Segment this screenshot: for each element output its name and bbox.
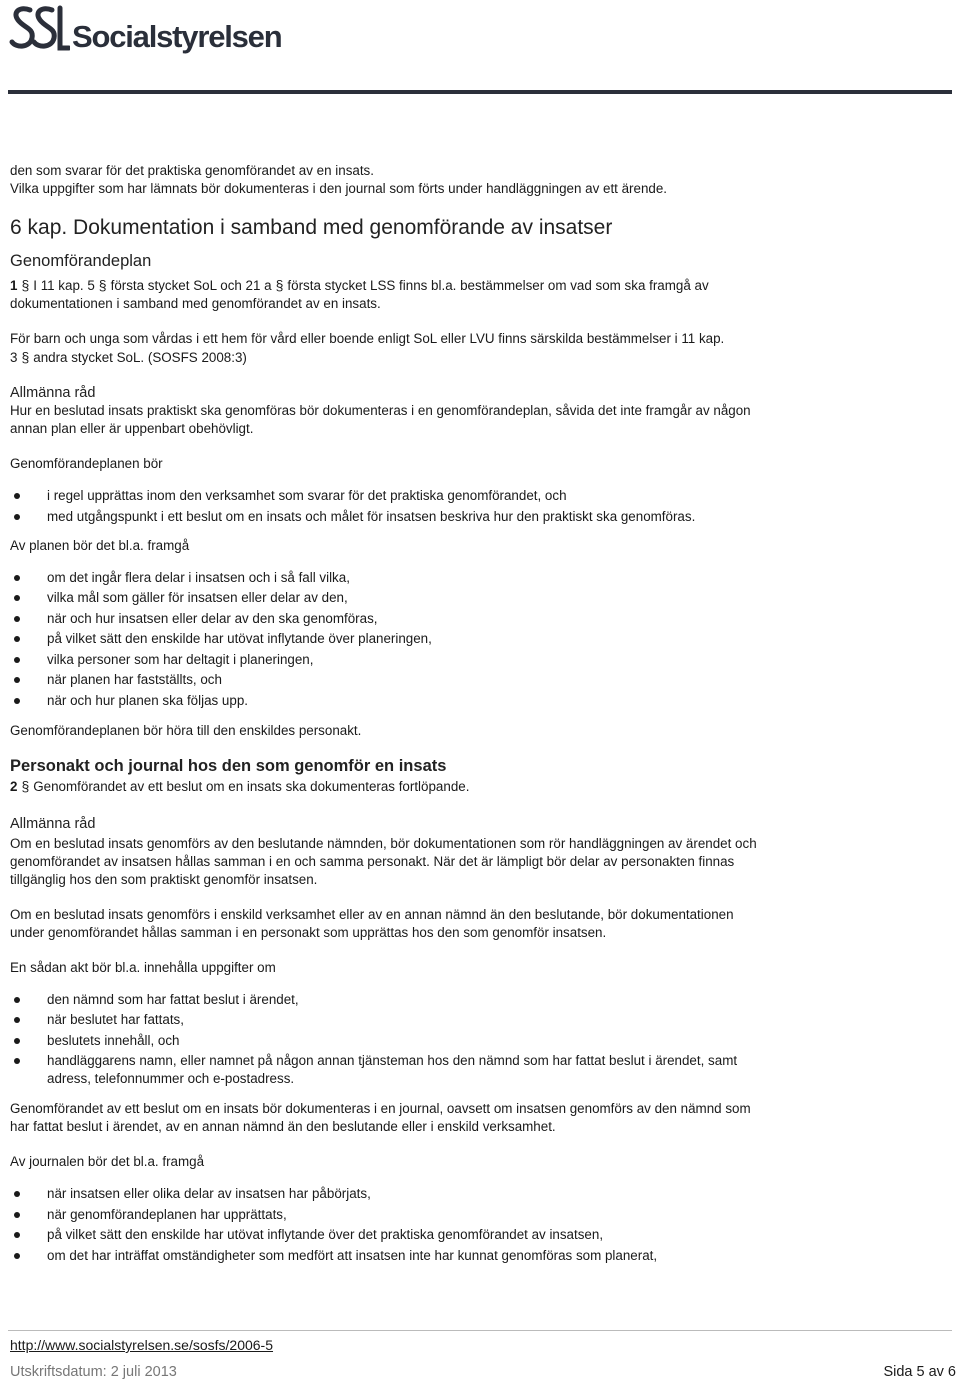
list-intro: En sådan akt bör bl.a. innehålla uppgifter om (10, 959, 276, 975)
header-divider (8, 90, 952, 94)
section-sign-icon: § (21, 349, 30, 365)
list-item: vilka personer som har deltagit i planeringen, (47, 651, 770, 669)
paragraph-text: första stycket LSS finns bl.a. bestämmelser om vad som ska framgå av dokumentationen i samband med genomförandet av en insats. (10, 278, 709, 311)
list-item: när och hur insatsen eller delar av den ska genomföras, (47, 610, 770, 628)
paragraph-2-1 (10, 777, 770, 796)
list-intro: Genomförandeplanen bör (10, 456, 163, 471)
advice-text: Hur en beslutad insats praktiskt ska genomföras bör dokumenteras i en genomförandeplan, såvida det inte framgår av någon annan plan eller är uppenbart obehövligt. (10, 403, 751, 436)
intro-line: Vilka uppgifter som har lämnats bör dokumenteras i den journal som förts under handläggningen av ett ärende. (10, 181, 668, 196)
paragraph-text: Genomförandet av ett beslut om en insats bör dokumenteras i en journal, oavsett om insatsen genomförs av den nämnd som har fattat beslut i ärendet, av en annan nämnd än den beslutande eller i enskild verksamhet. (10, 1101, 751, 1134)
list-item: på vilket sätt den enskilde har utövat inflytande över planeringen, (47, 630, 770, 648)
chapter-title: 6 kap. Dokumentation i samband med genomförande av insatser (10, 216, 613, 239)
list-item: den nämnd som har fattat beslut i ärendet, (47, 991, 770, 1009)
closing-text: Genomförandeplanen bör höra till den enskildes personakt. (10, 722, 362, 738)
paragraph-text: Genomförandet av ett beslut om en insats ska dokumenteras fortlöpande. (33, 778, 470, 794)
paragraph-number: 1 (10, 278, 18, 293)
list-item: när genomförandeplanen har upprättats, (47, 1206, 770, 1224)
logo-mark-icon (8, 2, 70, 54)
section-sign-icon: § (275, 277, 284, 293)
section-sign-icon: § (98, 277, 107, 293)
list-item: i regel upprättas inom den verksamhet som svarar för det praktiska genomförandet, och (47, 487, 770, 505)
list-item: vilka mål som gäller för insatsen eller delar av den, (47, 589, 770, 607)
list-item: beslutets innehåll, och (47, 1032, 770, 1050)
list-item: när insatsen eller olika delar av insatsen har påbörjats, (47, 1185, 770, 1203)
advice-text: Om en beslutad insats genomförs i enskild verksamhet eller av en annan nämnd än den beslutande, bör dokumentationen under genomförandet hållas samman i en personakt som upprättas hos den som genomför insatsen. (10, 906, 734, 940)
section-sign-icon: § (21, 777, 30, 794)
list-intro: Av journalen bör det bl.a. framgå (10, 1154, 205, 1169)
paragraph-text: andra stycket SoL. (SOSFS 2008:3) (33, 350, 247, 365)
list-item: om det ingår flera delar i insatsen och i så fall vilka, (47, 569, 770, 587)
intro-line: den som svarar för det praktiska genomförandet av en insats. (10, 163, 374, 178)
paragraph-1 (10, 276, 770, 313)
list-intro: Av planen bör det bl.a. framgå (10, 537, 190, 553)
list-item: om det har inträffat omständigheter som medfört att insatsen inte har kunnat genomföras som planerat, (47, 1247, 770, 1265)
bullet-list (10, 569, 770, 710)
list-item: med utgångspunkt i ett beslut om en insats och målet för insatsen beskriva hur den praktiskt ska genomföras. (47, 508, 770, 526)
list-item: när och hur planen ska följas upp. (47, 692, 770, 710)
advice-text: Om en beslutad insats genomförs av den beslutande nämnden, bör dokumentationen som rör handläggningen av ärendet och genomförandet av insatsen hållas samman i en och samma personakt. När det är lämpligt bör delar av personakten finnas tillgänglig hos den som praktiskt genomför insatsen. (10, 835, 757, 887)
source-url-link[interactable]: http://www.socialstyrelsen.se/sosfs/2006-5 (10, 1337, 274, 1353)
paragraph-2 (10, 330, 770, 367)
list-item: när beslutet har fattats, (47, 1011, 770, 1029)
paragraph-text: För barn och unga som vårdas i ett hem för vård eller boende enligt SoL eller LVU finns särskilda bestämmelser i 11 kap. 3 (10, 331, 725, 365)
advice-heading: Allmänna råd (10, 815, 96, 832)
bullet-list (10, 1185, 770, 1265)
print-date: Utskriftsdatum: 2 juli 2013 (10, 1364, 177, 1380)
list-item: handläggarens namn, eller namnet på någon annan tjänsteman hos den nämnd som har fattat beslut i ärendet, samt adress, telefonnummer och e-postadress. (47, 1052, 770, 1088)
paragraph-text: I 11 kap. 5 (33, 278, 95, 293)
logo-text: Socialstyrelsen (72, 19, 282, 54)
footer-divider (8, 1330, 952, 1331)
list-item: när planen har fastställts, och (47, 671, 770, 689)
bullet-list (10, 991, 770, 1089)
paragraph-text: första stycket SoL och 21 a (110, 278, 272, 293)
page-number: Sida 5 av 6 (883, 1364, 956, 1380)
section-title: Personakt och journal hos den som genomför en insats (10, 756, 447, 775)
advice-heading: Allmänna råd (10, 385, 96, 401)
section-sign-icon: § (21, 277, 30, 293)
bullet-list (10, 487, 770, 526)
document-body (10, 162, 770, 1267)
list-item: på vilket sätt den enskilde har utövat inflytande över det praktiska genomförandet av insatsen, (47, 1226, 770, 1244)
section-title: Genomförandeplan (10, 252, 152, 270)
socialstyrelsen-logo (8, 2, 281, 54)
paragraph-number: 2 (10, 778, 18, 794)
page-header (0, 0, 960, 100)
